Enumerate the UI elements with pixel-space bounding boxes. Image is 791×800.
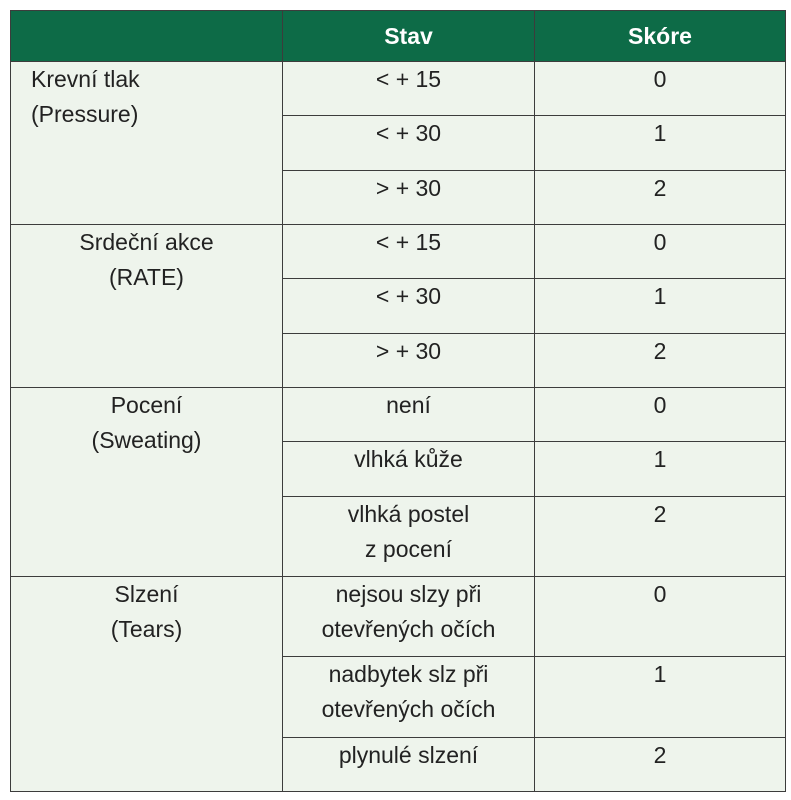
- parameter-alias: (Sweating): [91, 426, 202, 453]
- state-cell: plynulé slzení: [283, 737, 535, 791]
- score-cell: 1: [535, 657, 786, 737]
- table-row: [11, 387, 786, 441]
- score-cell: 0: [535, 387, 786, 441]
- state-cell: > + 30: [283, 170, 535, 224]
- state-cell: > + 30: [283, 333, 535, 387]
- state-cell: [283, 657, 535, 737]
- table-row: [11, 62, 786, 116]
- header-state: Stav: [283, 11, 535, 62]
- score-cell: 2: [535, 170, 786, 224]
- state-line: vlhká postel: [347, 500, 470, 527]
- parameter-name: Slzení: [114, 580, 179, 607]
- table-row: [11, 224, 786, 278]
- state-line: otevřených očích: [321, 615, 496, 642]
- state-line: nadbytek slz při: [328, 661, 489, 688]
- parameter-cell: [11, 387, 283, 576]
- parameter-alias: (RATE): [109, 263, 184, 290]
- score-cell: 2: [535, 737, 786, 791]
- parameter-cell: [11, 576, 283, 791]
- parameter-name: Pocení: [110, 391, 183, 418]
- header-score: Skóre: [535, 11, 786, 62]
- table-row: [11, 576, 786, 656]
- header-row: [11, 11, 786, 62]
- table-body: [11, 62, 786, 792]
- state-cell: < + 15: [283, 62, 535, 116]
- score-cell: 1: [535, 442, 786, 496]
- parameter-alias: (Pressure): [31, 101, 139, 127]
- parameter-cell: [11, 224, 283, 387]
- parameter-alias: (Tears): [110, 615, 183, 642]
- state-line: otevřených očích: [321, 696, 496, 723]
- state-cell: < + 30: [283, 279, 535, 333]
- state-line: z pocení: [365, 535, 452, 562]
- state-cell: není: [283, 387, 535, 441]
- state-line: nejsou slzy při: [335, 580, 482, 607]
- prst-score-table: [10, 10, 786, 792]
- state-cell: [283, 496, 535, 576]
- score-cell: 0: [535, 224, 786, 278]
- score-cell: 0: [535, 576, 786, 656]
- state-cell: [283, 576, 535, 656]
- parameter-name: Krevní tlak: [31, 66, 140, 92]
- score-cell: 2: [535, 496, 786, 576]
- score-cell: 1: [535, 116, 786, 170]
- score-cell: 1: [535, 279, 786, 333]
- score-cell: 2: [535, 333, 786, 387]
- state-cell: < + 30: [283, 116, 535, 170]
- score-cell: 0: [535, 62, 786, 116]
- state-cell: < + 15: [283, 224, 535, 278]
- parameter-cell: [11, 62, 283, 225]
- header-parameter: [11, 11, 283, 62]
- state-cell: vlhká kůže: [283, 442, 535, 496]
- parameter-name: Srdeční akce: [79, 228, 214, 255]
